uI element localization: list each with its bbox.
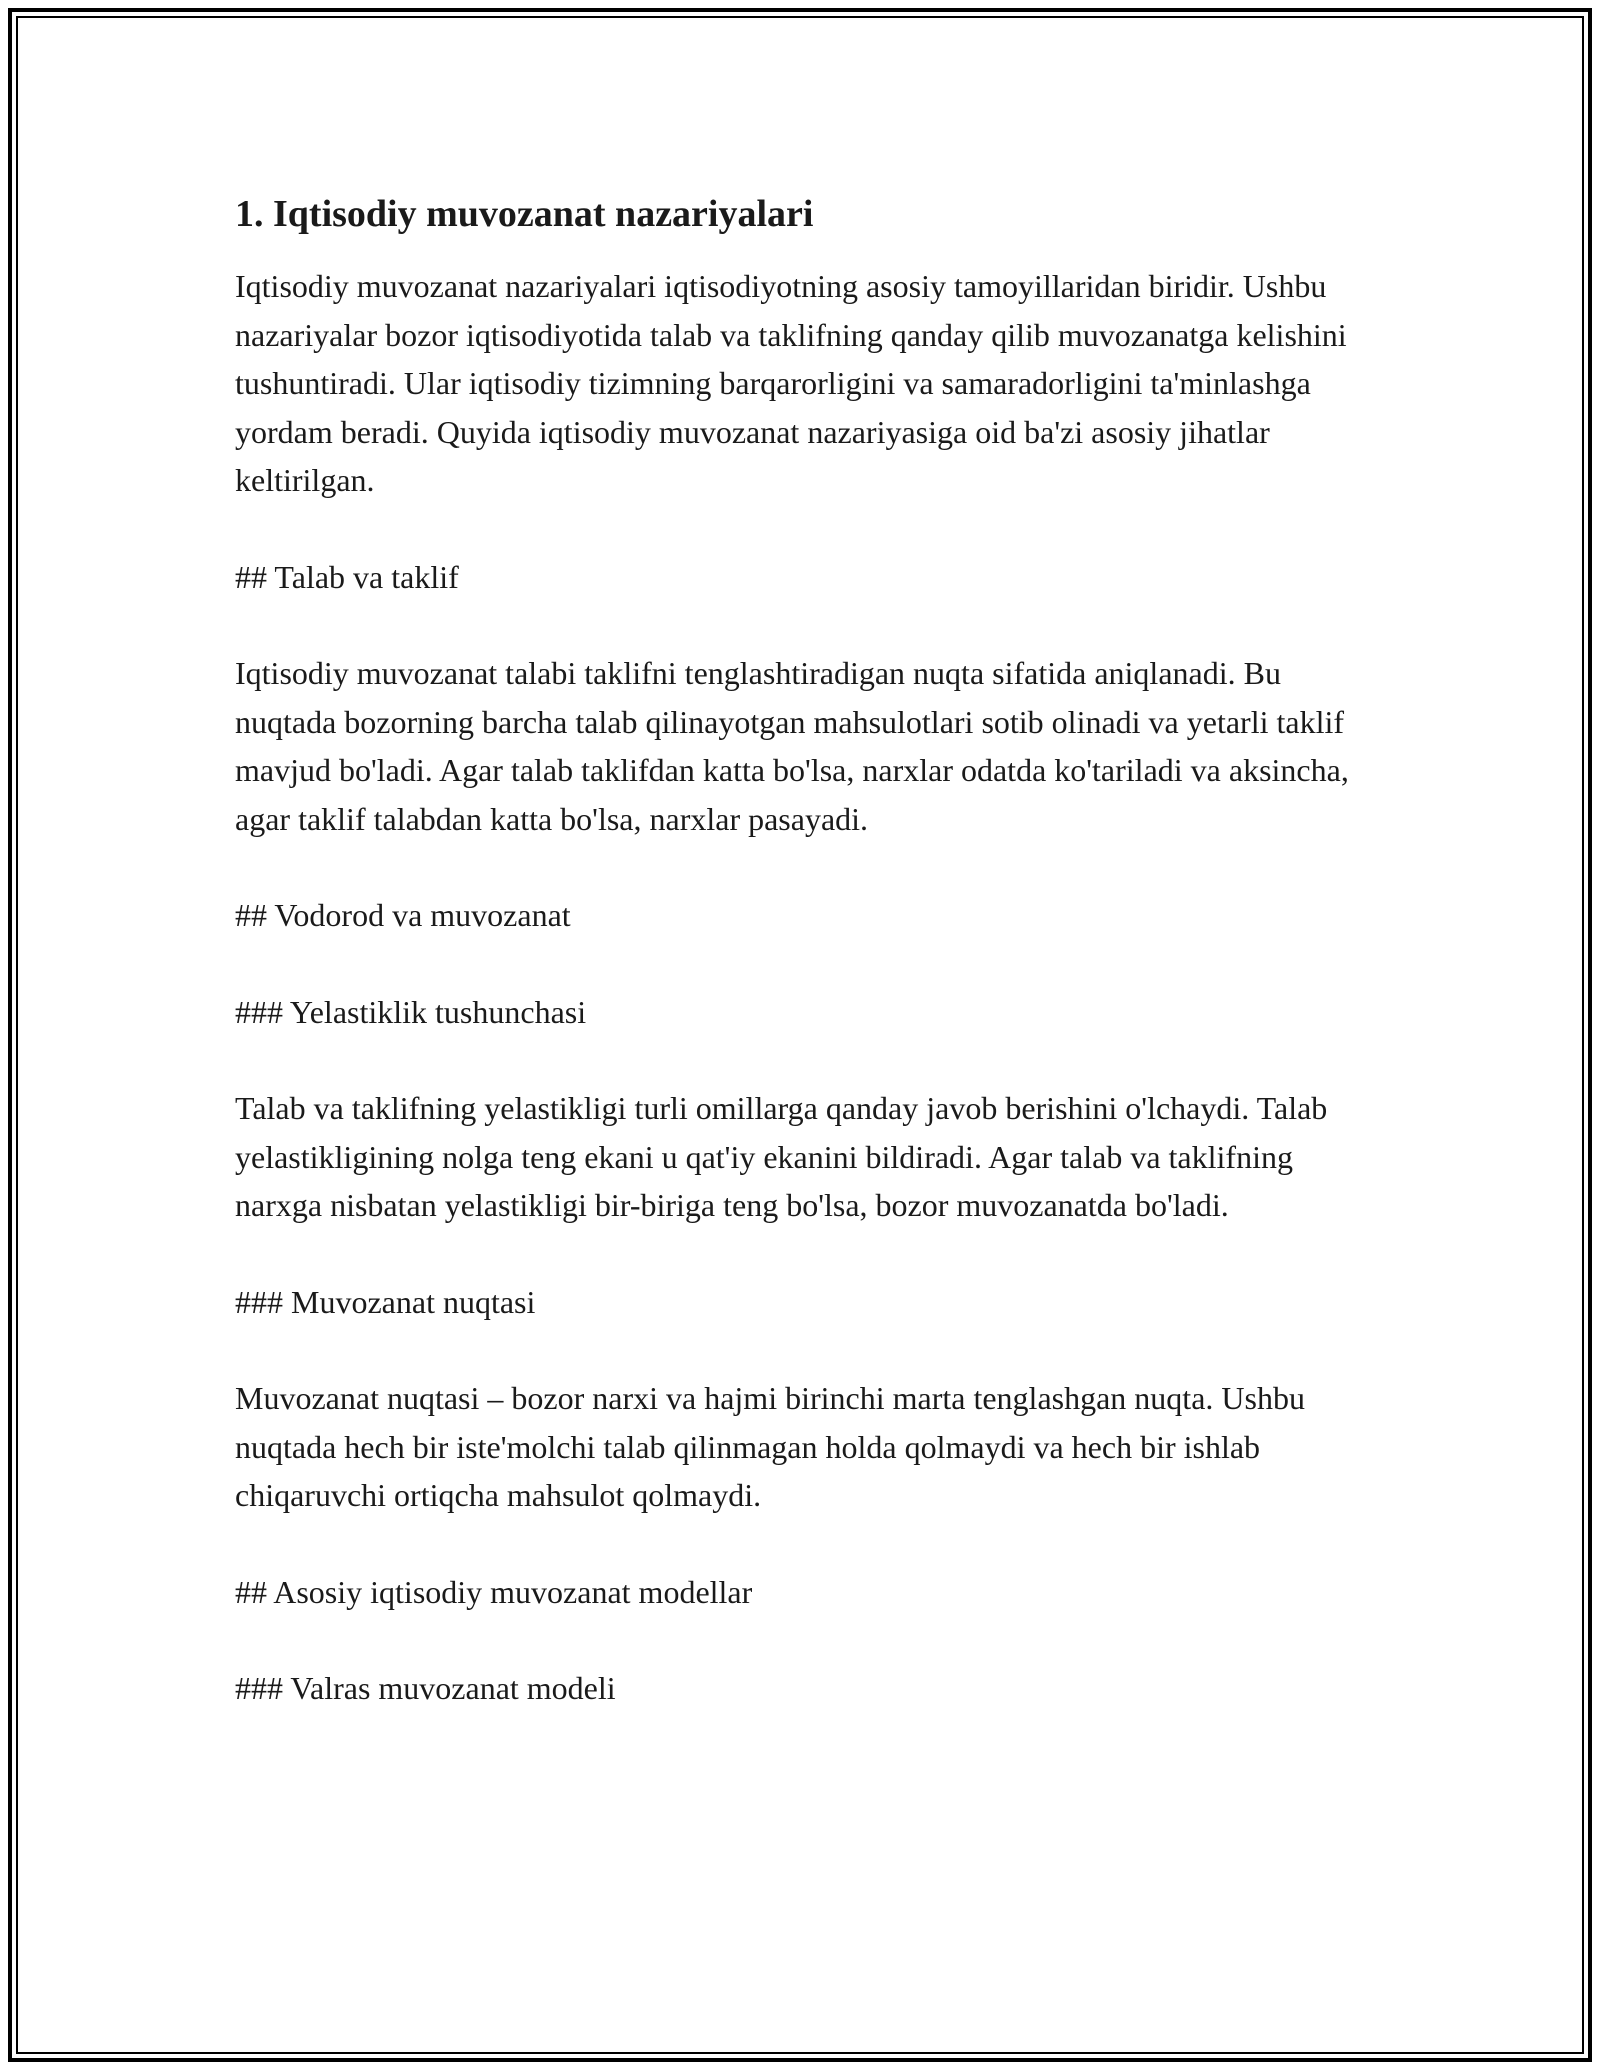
paragraph-talab-va-taklif: Iqtisodiy muvozanat talabi taklifni tenglashtiradigan nuqta sifatida aniqlanadi. Bu nuqtada bozorning barcha talab qilinayotgan mahsulotlari sotib olinadi va yetarli taklif mavjud bo'ladi. Agar talab taklifdan katta bo'lsa, narxlar odatda ko'tariladi va aksincha, agar taklif talabdan katta bo'lsa, narxlar pasayadi. (235, 655, 1349, 837)
heading-yelastiklik: ### Yelastiklik tushunchasi (235, 993, 587, 1030)
heading-muvozanat-nuqtasi: ### Muvozanat nuqtasi (235, 1283, 536, 1320)
heading-talab-va-taklif: ## Talab va taklif (235, 558, 459, 595)
heading-vodorod-va-muvozanat: ## Vodorod va muvozanat (235, 897, 571, 933)
heading-asosiy-modellar: ## Asosiy iqtisodiy muvozanat modellar (235, 1573, 753, 1610)
document-title: 1. Iqtisodiy muvozanat nazariyalari (235, 193, 814, 235)
heading-valras-modeli: ### Valras muvozanat modeli (235, 1670, 616, 1706)
paragraph-muvozanat-nuqtasi: Muvozanat nuqtasi – bozor narxi va hajmi birinchi marta tenglashgan nuqta. Ushbu nuqtada hech bir iste'molchi talab qilinmagan holda qolmaydi va hech bir ishlab chiqaruvchi ortiqcha mahsulot qolmaydi. (235, 1380, 1305, 1513)
paragraph-intro: Iqtisodiy muvozanat nazariyalari iqtisodiyotning asosiy tamoyillaridan biridir. Ushbu nazariyalar bozor iqtisodiyotida talab va taklifning qanday qilib muvozanatga kelishini tushuntiradi. Ular iqtisodiy tizimning barqarorligini va samaradorligini ta'minlashga yordam beradi. Quyida iqtisodiy muvozanat nazariyasiga oid ba'zi asosiy jihatlar keltirilgan. (235, 268, 1347, 498)
document-body (235, 188, 1385, 1761)
paragraph-yelastiklik: Talab va taklifning yelastikligi turli omillarga qanday javob berishini o'lchaydi. Talab yelastikligining nolga teng ekani u qat'iy ekanini bildiradi. Agar talab va taklifning narxga nisbatan yelastikligi bir-biriga teng bo'lsa, bozor muvozanatda bo'ladi. (235, 1090, 1328, 1223)
